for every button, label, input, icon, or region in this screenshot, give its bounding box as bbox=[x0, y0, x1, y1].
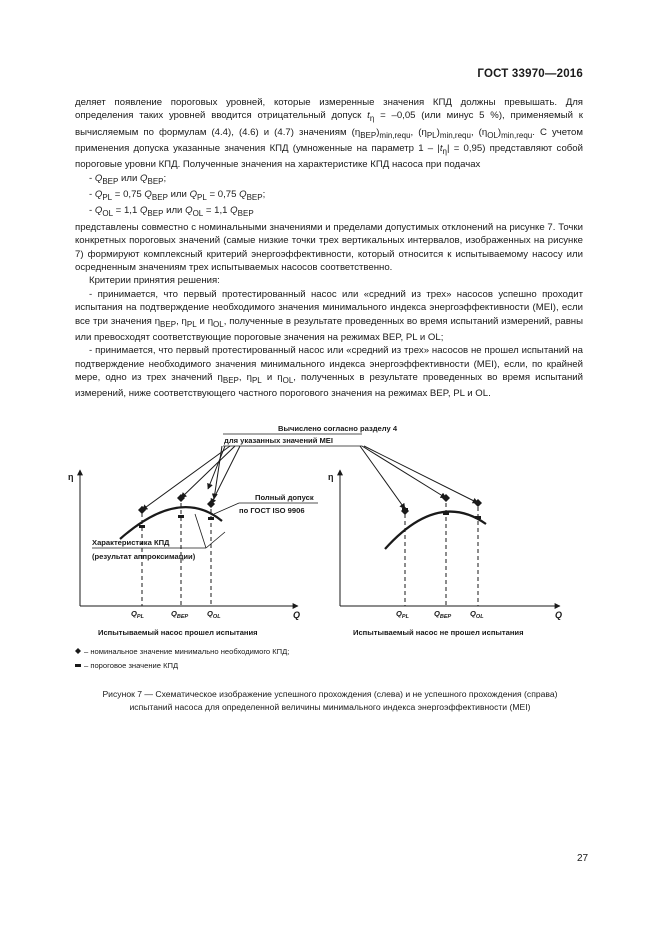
right-efficiency-curve bbox=[385, 512, 486, 549]
right-tick-qpl: $Q_{PL}$ bbox=[396, 609, 409, 620]
paragraph-1: деляет появление пороговых уровней, которые измеренные значения КПД должны превышать. Для определения таких уровней вводится отрицательный допуск $t_\eta = -0,05$ (или минус 5 %), применяемый к вычисляемым по формулам (4.4), (4.6) и (4.7) значениям $(\eta_{BEP})_{min,requ}$, $(\eta_{PL})_{min,requ}$, $(\eta_{OL})_{min,requ}$. С учетом применения допуска указанные значения КПД (умноженные на параметр $1 - |t_\eta| = 0,95$) представляют собой пороговые уровни КПД. Полученные значения на характеристике КПД насоса при подачах bbox=[75, 97, 583, 171]
left-x-axis: Q bbox=[293, 610, 301, 620]
left-tick-qbep: $Q_{BEP}$ bbox=[171, 609, 189, 620]
body-text bbox=[75, 96, 583, 401]
legend-bar-label: – пороговое значение КПД bbox=[84, 661, 179, 670]
curve-label-line2: (результат аппроксимации) bbox=[92, 552, 196, 561]
legend-diamond-label: – номинальное значение минимально необходимого КПД; bbox=[84, 647, 290, 656]
left-y-axis: η bbox=[68, 472, 74, 482]
tolerance-label-line1: Полный допуск bbox=[255, 493, 314, 502]
list-item-3: - $Q_{OL} = 1,1$ $Q_{BEP}$ или $Q_{OL} = 1,1$ $Q_{BEP}$ bbox=[89, 205, 254, 219]
right-tick-qbep: $Q_{BEP}$ bbox=[434, 609, 452, 620]
legend-diamond-icon bbox=[75, 648, 81, 654]
caption-line-2: испытаний насоса для определенной величины минимального индекса энергоэффективности (MEI) bbox=[129, 701, 531, 712]
paragraph-2: представлены совместно с номинальными значениями и пределами допустимых отклонений на рисунке 7. Точки конкретных пороговых значений (самые низкие точки трех вертикальных интервалов, изображенных на рисунке 7) формируют комплексный критерий энергоэффективности, который относится к испытываемому насосу или осредненным значениям трех испытываемых насосов соответственно. bbox=[75, 221, 583, 273]
left-plot bbox=[68, 470, 318, 637]
top-label-line1: Вычислено согласно разделу 4 bbox=[278, 424, 398, 433]
document-code: ГОСТ 33970—2016 bbox=[477, 68, 583, 80]
left-efficiency-curve bbox=[120, 507, 222, 539]
left-verticals bbox=[142, 496, 211, 606]
left-plot-caption: Испытываемый насос прошел испытания bbox=[98, 628, 258, 637]
top-label-line2: для указанных значений MEI bbox=[224, 436, 333, 445]
tolerance-label-line2: по ГОСТ ISO 9906 bbox=[239, 506, 305, 515]
paragraph-4: - принимается, что первый протестированный насос или «средний из трех» насосов успешно проходит испытания на подтверждение необходимого значения минимального индекса энергоэффективности (MEI), если все три значения $\eta_{BEP}$, $\eta_{PL}$ и $\eta_{OL}$, полученные в результате проведенных во время испытаний измерений, равны или превосходят соответствующие пороговые значения на режимах BEP, PL и OL; bbox=[75, 288, 583, 343]
figure-svg bbox=[60, 418, 605, 673]
figure-7 bbox=[60, 418, 605, 673]
list-item-2: - $Q_{PL} = 0,75$ $Q_{BEP}$ или $Q_{PL} = 0,75$ $Q_{BEP}$; bbox=[89, 189, 266, 202]
left-tick-qpl: $Q_{PL}$ bbox=[131, 609, 144, 620]
caption-line-1: Рисунок 7 — Схематическое изображение успешного прохождения (слева) и не успешного прохождения (справа) bbox=[102, 689, 558, 699]
legend bbox=[75, 647, 289, 670]
left-arrows bbox=[142, 446, 240, 510]
figure-caption bbox=[40, 688, 620, 713]
right-x-axis: Q bbox=[555, 610, 563, 620]
right-y-axis: η bbox=[328, 472, 334, 482]
right-arrows bbox=[360, 446, 478, 509]
legend-bar-icon bbox=[75, 664, 81, 667]
curve-label-line1: Характеристика КПД bbox=[92, 538, 170, 547]
left-tick-qol: $Q_{OL}$ bbox=[207, 609, 221, 620]
paragraph-3: Критерии принятия решения: bbox=[89, 275, 220, 287]
right-plot-caption: Испытываемый насос не прошел испытания bbox=[353, 628, 524, 637]
paragraph-5: - принимается, что первый протестированный насос или «средний из трех» насосов не прошел испытаний на подтверждение необходимого значения минимального индекса энергоэффективности (MEI), если, по крайней мере, одно из трех значений $\eta_{BEP}$, $\eta_{PL}$ и $\eta_{OL}$, полученных в результате проведенных во время испытаний измерений, ниже соответствующего частного порогового значения на режимах BEP, PL и OL. bbox=[75, 345, 584, 400]
list-item-1: - $Q_{BEP}$ или $Q_{BEP}$; bbox=[89, 172, 167, 186]
right-tick-qol: $Q_{OL}$ bbox=[470, 609, 484, 620]
page-number: 27 bbox=[577, 853, 589, 864]
right-plot bbox=[328, 470, 562, 637]
